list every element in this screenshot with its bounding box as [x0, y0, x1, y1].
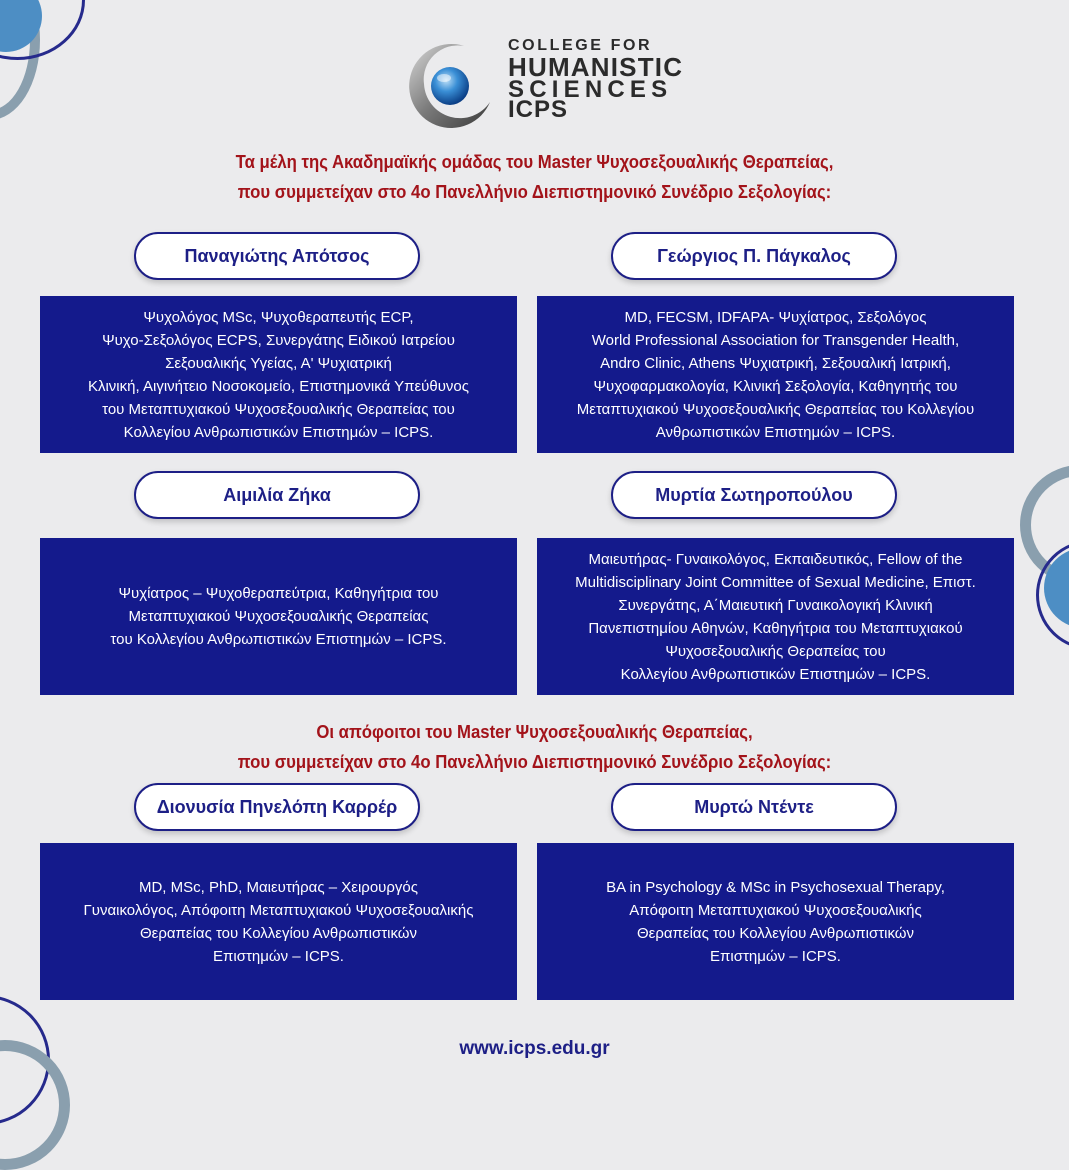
- alumni-heading: [37, 717, 1031, 777]
- bio-text-zika: Ψυχίατρος – Ψυχοθεραπεύτρια, Καθηγήτρια του Μεταπτυχιακού Ψυχοσεξουαλικής Θεραπείας του Κολλεγίου Ανθρωπιστικών Επιστημών – ICPS.: [110, 585, 447, 648]
- name-pill-pangalos: Γεώργιος Π. Πάγκαλος: [611, 232, 897, 280]
- college-logo-mark-icon: [404, 40, 496, 128]
- faculty-heading-line-2: που συμμετείχαν στο 4ο Πανελλήνιο Διεπιστημονικό Συνέδριο Σεξολογίας:: [237, 182, 832, 202]
- faculty-heading-line-1: Τα μέλη της Ακαδημαϊκής ομάδας του Master Ψυχοσεξουαλικής Θεραπείας,: [235, 152, 834, 172]
- bio-text-karrer: MD, MSc, PhD, Μαιευτήρας – Χειρουργός Γυναικολόγος, Απόφοιτη Μεταπτυχιακού Ψυχοσεξουαλικής Θεραπείας του Κολλεγίου Ανθρωπιστικών Επιστημών – ICPS.: [83, 878, 474, 965]
- bio-text-ntente: BA in Psychology & MSc in Psychosexual Therapy, Απόφοιτη Μεταπτυχιακού Ψυχοσεξουαλικής Θεραπείας του Κολλεγίου Ανθρωπιστικών Επιστημών – ICPS.: [606, 878, 945, 965]
- bio-box-apotsos: [40, 296, 517, 453]
- name-pill-karrer: Διονυσία Πηνελόπη Καρρέρ: [134, 783, 420, 831]
- bio-text-sotiropoulou: Μαιευτήρας- Γυναικολόγος, Εκπαιδευτικός, Fellow of the Multidisciplinary Joint Committee of Sexual Medicine, Επιστ. Συνεργάτης, Α΄Μαιευτική Γυναικολογική Κλινική Πανεπιστημίου Αθηνών, Καθηγήτρια του Μεταπτυχιακού Ψυχοσεξουαλικής Θεραπείας του Κολλεγίου Ανθρωπιστικών Επιστημών – ICPS.: [575, 550, 976, 683]
- name-pill-zika: Αιμιλία Ζήκα: [134, 471, 420, 519]
- faculty-heading: [37, 147, 1031, 207]
- bio-text-apotsos: Ψυχολόγος MSc, Ψυχοθεραπευτής ECP, Ψυχο-Σεξολόγος ECPS, Συνεργάτης Ειδικού Ιατρείου Σεξουαλικής Υγείας, Α' Ψυχιατρική Κλινική, Αιγινήτειο Νοσοκομείο, Επιστημονικά Υπεύθυνος του Μεταπτυχιακού Ψυχοσεξουαλικής Θεραπείας του Κολλεγίου Ανθρωπιστικών Επιστημών – ICPS.: [87, 308, 470, 441]
- bio-box-karrer: [40, 843, 517, 1000]
- name-pill-sotiropoulou: Μυρτία Σωτηροπούλου: [611, 471, 897, 519]
- college-logo: [404, 37, 684, 130]
- logo-line-2: HUMANISTIC: [508, 52, 684, 82]
- decorative-ring-top-left: [0, 0, 85, 60]
- logo-line-4: ICPS: [508, 96, 569, 123]
- bio-text-pangalos: MD, FECSM, IDFAPA- Ψυχίατρος, Σεξολόγος World Professional Association for Transgender Health, Andro Clinic, Athens Ψυχιατρική, Σεξουαλική Ιατρική, Ψυχοφαρμακολογία, Κλινική Σεξολογία, Καθηγητής του Μεταπτυχιακού Ψυχοσεξουαλικής Θεραπείας του Κολλεγίου Ανθρωπιστικών Επιστημών – ICPS.: [576, 308, 975, 441]
- bio-box-ntente: [537, 843, 1014, 1000]
- name-pill-apotsos: Παναγιώτης Απότσος: [134, 232, 420, 280]
- bio-box-pangalos: [537, 296, 1014, 453]
- logo-line-3: SCIENCES: [508, 76, 673, 103]
- website-link[interactable]: www.icps.edu.gr: [459, 1038, 610, 1059]
- bio-box-sotiropoulou: [537, 538, 1014, 695]
- bio-box-zika: [40, 538, 517, 695]
- alumni-heading-line-1: Οι απόφοιτοι του Master Ψυχοσεξουαλικής Θεραπείας,: [316, 722, 753, 742]
- alumni-heading-line-2: που συμμετείχαν στο 4ο Πανελλήνιο Διεπιστημονικό Συνέδριο Σεξολογίας:: [237, 752, 832, 772]
- logo-line-1: COLLEGE FOR: [508, 37, 653, 54]
- name-pill-ntente: Μυρτώ Ντέντε: [611, 783, 897, 831]
